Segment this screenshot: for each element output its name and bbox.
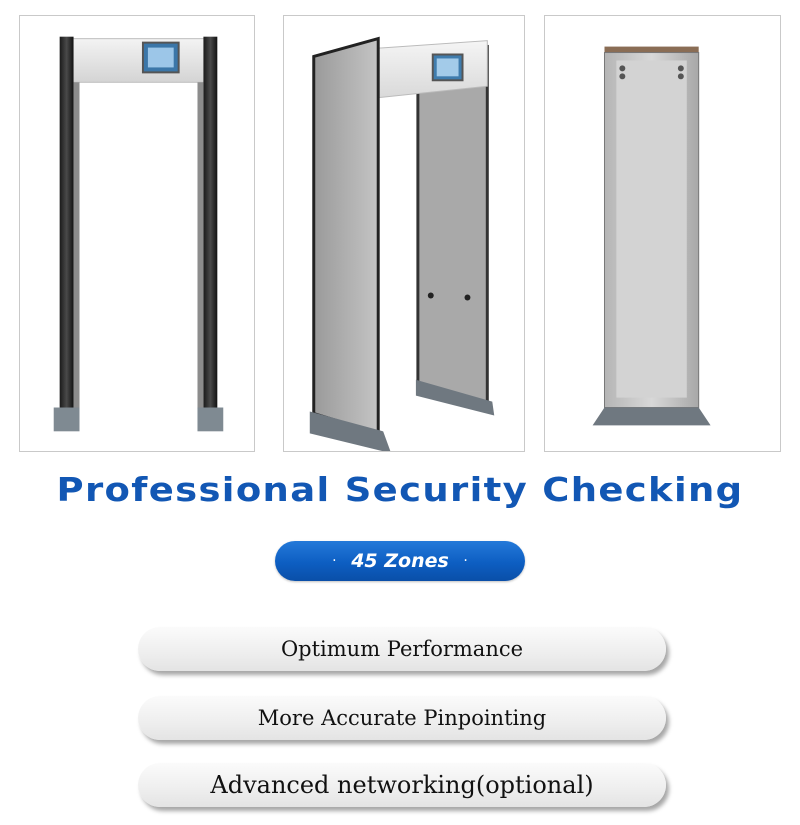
feature-advanced-networking: Advanced networking(optional) [138, 763, 666, 807]
zones-badge-label: 45 Zones [351, 550, 449, 572]
product-image-side [544, 15, 781, 452]
badge-separator-right: · [463, 553, 468, 569]
zones-badge [275, 541, 525, 581]
badge-separator-left: · [332, 553, 337, 569]
walkthrough-metal-detector-front-view-icon [20, 16, 254, 451]
feature-optimum-performance: Optimum Performance [138, 627, 666, 671]
product-image-front [19, 15, 255, 452]
feature-accurate-pinpointing: More Accurate Pinpointing [138, 696, 666, 740]
headline: Professional Security Checking [56, 470, 744, 509]
walkthrough-metal-detector-angled-view-icon [284, 16, 524, 451]
product-image-angled [283, 15, 525, 452]
walkthrough-metal-detector-side-view-icon [545, 16, 780, 451]
